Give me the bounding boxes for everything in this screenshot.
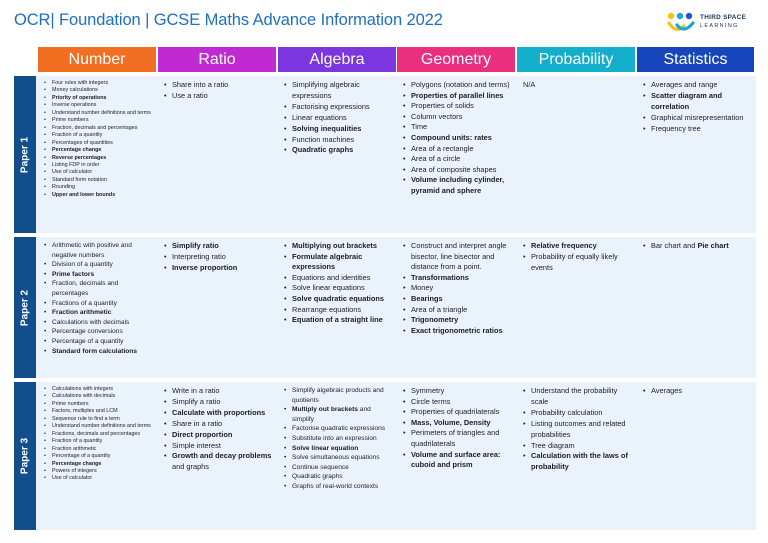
third-space-logo-icon [666, 10, 696, 34]
topic-list [164, 386, 272, 473]
topic-text: Fractions, decimals and percentages [52, 430, 141, 437]
priority-topic-text: Equation of a straight line [292, 315, 383, 325]
topic-text: Solve simultaneous equations [292, 454, 380, 462]
topic-text: Percentage of a quantity [52, 453, 111, 460]
topic-item [284, 482, 392, 492]
topic-text: Prime numbers [52, 400, 89, 407]
topic-text: Arithmetic with positive and negative numbers [52, 242, 132, 259]
topic-item [164, 408, 272, 419]
topic-item [44, 475, 152, 482]
topic-text: Percentage of a quantity [52, 337, 124, 345]
priority-topic-text: Percentage change [52, 460, 102, 467]
topic-item [44, 110, 152, 117]
topic-item [44, 416, 152, 423]
topic-text: Fractions of a quantity [52, 299, 117, 307]
topic-item [403, 112, 511, 123]
topic-text: Quadratic graphs [292, 473, 343, 481]
logo-line-1: THIRD SPACE [700, 14, 747, 21]
priority-topic-text: Scatter diagram and correlation [651, 90, 723, 111]
paper-label-text: Paper 2 [19, 289, 31, 326]
topic-item [164, 451, 272, 473]
topic-text: Calculations with decimals [52, 318, 130, 326]
topic-item [284, 405, 392, 424]
topic-item [44, 327, 152, 337]
topic-text: Area of a circle [411, 154, 461, 164]
topic-item [44, 279, 152, 298]
topic-item [284, 315, 392, 326]
topic-text: Use of calculator [52, 169, 93, 176]
topic-item [523, 408, 631, 419]
cell-paper-3-probability [523, 386, 631, 528]
topic-item [403, 241, 511, 273]
topic-item [403, 80, 511, 91]
topic-item [44, 408, 152, 415]
topic-text: Linear equations [292, 112, 347, 122]
topic-item [44, 423, 152, 430]
topic-item [403, 273, 511, 284]
cell-paper-1-probability [523, 80, 631, 231]
topic-item [44, 117, 152, 124]
topic-text: Inverse operations [52, 102, 97, 109]
topic-item [44, 184, 152, 191]
topic-item [403, 283, 511, 294]
topic-text: Polygons (notation and terms) [411, 80, 510, 89]
paper-label-text: Paper 1 [19, 136, 31, 173]
topic-text: Use of calculator [52, 475, 93, 482]
topic-item [403, 165, 511, 176]
topic-item [44, 318, 152, 328]
cell-paper-2-ratio [164, 241, 272, 376]
priority-topic-text: Solve quadratic equations [292, 293, 384, 303]
topic-item [44, 386, 152, 393]
logo-text [700, 14, 746, 30]
topic-item [44, 401, 152, 408]
topic-item [403, 397, 511, 408]
topic-text: and graphs [172, 462, 209, 472]
topic-item [44, 347, 152, 357]
topic-item [403, 122, 511, 133]
priority-topic-text: Exact trigonometric ratios [411, 325, 503, 335]
priority-topic-text: Mass, Volume, Density [411, 417, 491, 427]
topic-list [643, 80, 750, 135]
priority-topic-text: Fraction arithmetic [52, 309, 112, 317]
topic-text: Understand the probability scale [531, 386, 618, 406]
topic-item [403, 326, 511, 337]
topic-text: Calculations with integers [52, 386, 114, 392]
cell-paper-2-geometry [403, 241, 511, 376]
paper-label-text: Paper 3 [19, 437, 31, 475]
topic-text: Fraction of a quantity [52, 438, 103, 445]
cell-paper-1-ratio [164, 80, 272, 231]
topic-text: Four rules with integers [52, 80, 109, 86]
topic-text: Substitute into an expression [292, 434, 377, 442]
cell-paper-3-geometry [403, 386, 511, 528]
topic-text: Powers of integers [52, 467, 97, 474]
topic-item [403, 154, 511, 165]
topic-text: Tree diagram [531, 440, 575, 450]
topic-item [164, 241, 272, 252]
topic-list [403, 80, 511, 197]
topic-text: Percentages of quantities [52, 139, 113, 146]
topic-item [403, 101, 511, 112]
topic-item [44, 393, 152, 400]
topic-list [164, 241, 272, 274]
column-header-ratio: Ratio [158, 47, 276, 72]
topic-text: Sequence rule to find a term [52, 415, 120, 422]
priority-topic-text: Prime factors [52, 270, 95, 278]
topic-text: Factorising expressions [292, 101, 370, 111]
topic-text: Continue sequence [292, 463, 349, 471]
cell-paper-3-statistics [643, 386, 750, 528]
priority-topic-text: Solving inequalities [292, 123, 362, 133]
priority-topic-text: Solve linear equation [292, 444, 359, 452]
cell-paper-2-number [44, 241, 152, 376]
topic-item [164, 397, 272, 408]
topic-item [44, 308, 152, 318]
topic-item [164, 430, 272, 441]
topic-item [523, 241, 631, 252]
priority-topic-text: Bearings [411, 293, 443, 303]
topic-list [284, 241, 392, 326]
topic-text: Understand number definitions and terms [52, 109, 151, 116]
topic-text: Interpreting ratio [172, 251, 226, 261]
topic-text: Averages [651, 386, 683, 395]
topic-list [164, 80, 272, 102]
topic-item [403, 450, 511, 471]
paper-label-paper-2 [14, 237, 36, 378]
topic-item [44, 169, 152, 176]
topic-text: and simplify [292, 406, 371, 423]
topic-item [284, 113, 392, 124]
topic-item [403, 407, 511, 418]
topic-list [284, 386, 392, 492]
page-title: OCR| Foundation | GCSE Maths Advance Information 2022 [14, 11, 443, 29]
topic-item [284, 424, 392, 434]
topic-item [284, 273, 392, 284]
topic-item [643, 241, 750, 252]
topic-text: Fraction arithmetic [52, 445, 97, 452]
topic-text: Time [411, 122, 428, 132]
topic-item [284, 145, 392, 156]
topic-text: Factors, multiples and LCM [52, 408, 118, 415]
topic-text: Rearrange equations [292, 304, 362, 314]
topic-item [164, 441, 272, 452]
topic-item [403, 386, 511, 397]
topic-text: Solve linear equations [292, 283, 365, 293]
topic-item [44, 453, 152, 460]
topic-text: Properties of quadrilaterals [411, 407, 500, 417]
topic-text: Share into a ratio [172, 80, 229, 89]
topic-item [164, 80, 272, 91]
topic-item [523, 441, 631, 452]
priority-topic-text: Compound units: rates [411, 132, 492, 142]
priority-topic-text: Calculate with proportions [172, 407, 266, 417]
topic-item [403, 294, 511, 305]
logo-line-2: LEARNING [700, 23, 739, 29]
topic-item [284, 305, 392, 316]
topic-text: Frequency tree [651, 123, 701, 133]
topic-item [44, 192, 152, 199]
topic-list [44, 241, 152, 356]
topic-item [44, 270, 152, 280]
topic-text: Probability of equally likely events [531, 251, 618, 272]
topic-item [44, 80, 152, 87]
column-header-number: Number [38, 47, 156, 72]
topic-text: Fraction of a quantity [52, 132, 103, 139]
topic-text: Listing outcomes and related probabilities [531, 418, 626, 439]
topic-text: Listing FDP in order [52, 161, 100, 168]
topic-item [403, 91, 511, 102]
topic-item [523, 252, 631, 274]
topic-item [164, 386, 272, 397]
topic-item [403, 144, 511, 155]
topic-item [643, 80, 750, 91]
priority-topic-text: Standard form calculations [52, 347, 138, 355]
cell-paper-3-ratio [164, 386, 272, 528]
topic-item [643, 124, 750, 135]
topic-text: Circle terms [411, 396, 451, 406]
topic-item [44, 132, 152, 139]
topic-text: Factorise quadratic expressions [292, 425, 386, 433]
priority-topic-text: Simplify ratio [172, 241, 219, 250]
topic-text: Money [411, 283, 434, 293]
topic-item [284, 472, 392, 482]
topic-item [164, 252, 272, 263]
topic-text: Equations and identities [292, 272, 371, 282]
topic-item [643, 113, 750, 124]
topic-item [44, 125, 152, 132]
cell-paper-1-number [44, 80, 152, 231]
topic-item [44, 87, 152, 94]
topic-item [44, 438, 152, 445]
cell-paper-3-algebra [284, 386, 392, 528]
topic-item [164, 91, 272, 102]
topic-list [284, 80, 392, 156]
topic-item [44, 260, 152, 270]
topic-item [403, 315, 511, 326]
topic-item [284, 135, 392, 146]
topic-item [44, 102, 152, 109]
topic-list [643, 241, 750, 252]
topic-text: Area of composite shapes [411, 164, 497, 174]
priority-topic-text: Pie chart [697, 241, 729, 250]
topic-item [284, 463, 392, 473]
topic-text: Area of a rectangle [411, 143, 474, 153]
topic-text: Graphical misrepresentation [651, 112, 744, 122]
topic-text: Symmetry [411, 386, 445, 395]
topic-item [284, 386, 392, 405]
priority-topic-text: Upper and lower bounds [52, 191, 116, 198]
column-header-statistics: Statistics [637, 47, 754, 72]
priority-topic-text: Trigonometry [411, 315, 459, 325]
topic-list [643, 386, 750, 397]
topic-item [44, 337, 152, 347]
topic-text: Area of a triangle [411, 304, 468, 314]
topic-text: Simplifying algebraic expressions [292, 80, 360, 100]
cell-paper-1-geometry [403, 80, 511, 231]
priority-topic-text: Multiplying out brackets [292, 241, 377, 250]
topic-item [44, 95, 152, 102]
topic-item [523, 419, 631, 441]
topic-text: Write in a ratio [172, 386, 220, 395]
topic-text: Understand number definitions and terms [52, 423, 151, 430]
priority-topic-text: Formulate algebraic expressions [292, 251, 363, 272]
topic-item [284, 434, 392, 444]
topic-item [44, 446, 152, 453]
priority-topic-text: Volume including cylinder, pyramid and sphere [411, 175, 505, 195]
topic-item [284, 294, 392, 305]
topic-item [44, 140, 152, 147]
topic-item [44, 431, 152, 438]
topic-text: Bar chart and [651, 241, 698, 250]
paper-label-paper-1 [14, 76, 36, 233]
topic-text: Division of a quantity [52, 261, 113, 269]
topic-list [523, 241, 631, 274]
topic-list [403, 386, 511, 471]
topic-list [44, 80, 152, 199]
cell-paper-3-number [44, 386, 152, 528]
topic-text: Money calculations [52, 87, 98, 94]
topic-item [44, 461, 152, 468]
cell-paper-2-probability [523, 241, 631, 376]
topic-text: Simple interest [172, 440, 221, 450]
topic-item [284, 124, 392, 135]
topic-list [403, 241, 511, 336]
topic-item [403, 418, 511, 429]
topic-text: Use a ratio [172, 90, 208, 100]
topic-item [44, 162, 152, 169]
topic-list [523, 386, 631, 473]
topic-text: Share in a ratio [172, 418, 223, 428]
topic-text: Fraction, decimals and percentages [52, 280, 119, 297]
topic-item [284, 252, 392, 273]
topic-text: Fraction, decimals and percentages [52, 124, 138, 131]
priority-topic-text: Direct proportion [172, 429, 233, 439]
topic-item [523, 386, 631, 408]
topic-item [44, 468, 152, 475]
topic-text: Simplify a ratio [172, 396, 221, 406]
column-header-probability: Probability [517, 47, 635, 72]
topic-item [164, 263, 272, 274]
topic-text: Probability calculation [531, 407, 603, 417]
priority-topic-text: Relative frequency [531, 241, 597, 250]
topic-text: Rounding [52, 184, 76, 191]
cell-paper-1-algebra [284, 80, 392, 231]
priority-topic-text: Properties of parallel lines [411, 90, 504, 100]
topic-list [44, 386, 152, 483]
topic-item [164, 419, 272, 430]
topic-text: Construct and interpret angle bisector, line bisector and distance from a point. [411, 241, 507, 272]
priority-topic-text: Inverse proportion [172, 262, 238, 272]
topic-item [643, 91, 750, 113]
topic-item [403, 133, 511, 144]
priority-topic-text: Multiply out brackets [292, 406, 358, 414]
priority-topic-text: Transformations [411, 272, 469, 282]
topic-item [284, 283, 392, 294]
topic-item [523, 451, 631, 473]
topic-item [284, 80, 392, 102]
brand-logo [666, 8, 758, 36]
priority-topic-text: Priority of operations [52, 94, 107, 101]
topic-item [403, 428, 511, 449]
priority-topic-text: Reverse percentages [52, 154, 107, 161]
priority-topic-text: Percentage change [52, 147, 102, 154]
topic-text: Calculations with decimals [52, 393, 116, 400]
topic-item [284, 241, 392, 252]
topic-text: Percentage conversions [52, 328, 123, 336]
topic-text: Simplify algebraic products and quotients [292, 387, 384, 404]
column-header-algebra: Algebra [278, 47, 396, 72]
topic-item [44, 177, 152, 184]
topic-item [643, 386, 750, 397]
priority-topic-text: Growth and decay problems [172, 451, 272, 461]
priority-topic-text: Volume and surface area: cuboid and prism [411, 449, 501, 470]
topic-item [403, 175, 511, 196]
cell-paper-2-statistics [643, 241, 750, 376]
topic-item [44, 299, 152, 309]
topic-item [284, 444, 392, 454]
topic-text: Perimeters of triangles and quadrilaterals [411, 428, 500, 448]
topic-item [44, 147, 152, 154]
topic-text: Function machines [292, 134, 355, 144]
topic-item [284, 102, 392, 113]
topic-text: Properties of solids [411, 101, 474, 111]
topic-text: Averages and range [651, 80, 718, 89]
topic-item [284, 453, 392, 463]
not-applicable-text: N/A [523, 80, 536, 89]
topic-text: Graphs of real-world contexts [292, 482, 379, 490]
header [0, 0, 768, 44]
topic-item [44, 155, 152, 162]
topic-item [403, 305, 511, 316]
priority-topic-text: Quadratic graphs [292, 145, 354, 155]
cell-paper-2-algebra [284, 241, 392, 376]
priority-topic-text: Calculation with the laws of probability [531, 451, 628, 472]
cell-paper-1-statistics [643, 80, 750, 231]
column-header-geometry: Geometry [397, 47, 515, 72]
topic-item [44, 241, 152, 260]
topic-text: Column vectors [411, 111, 463, 121]
paper-label-paper-3 [14, 382, 36, 530]
topic-text: Prime numbers [52, 117, 89, 124]
topic-text: Standard form notation [52, 176, 107, 183]
